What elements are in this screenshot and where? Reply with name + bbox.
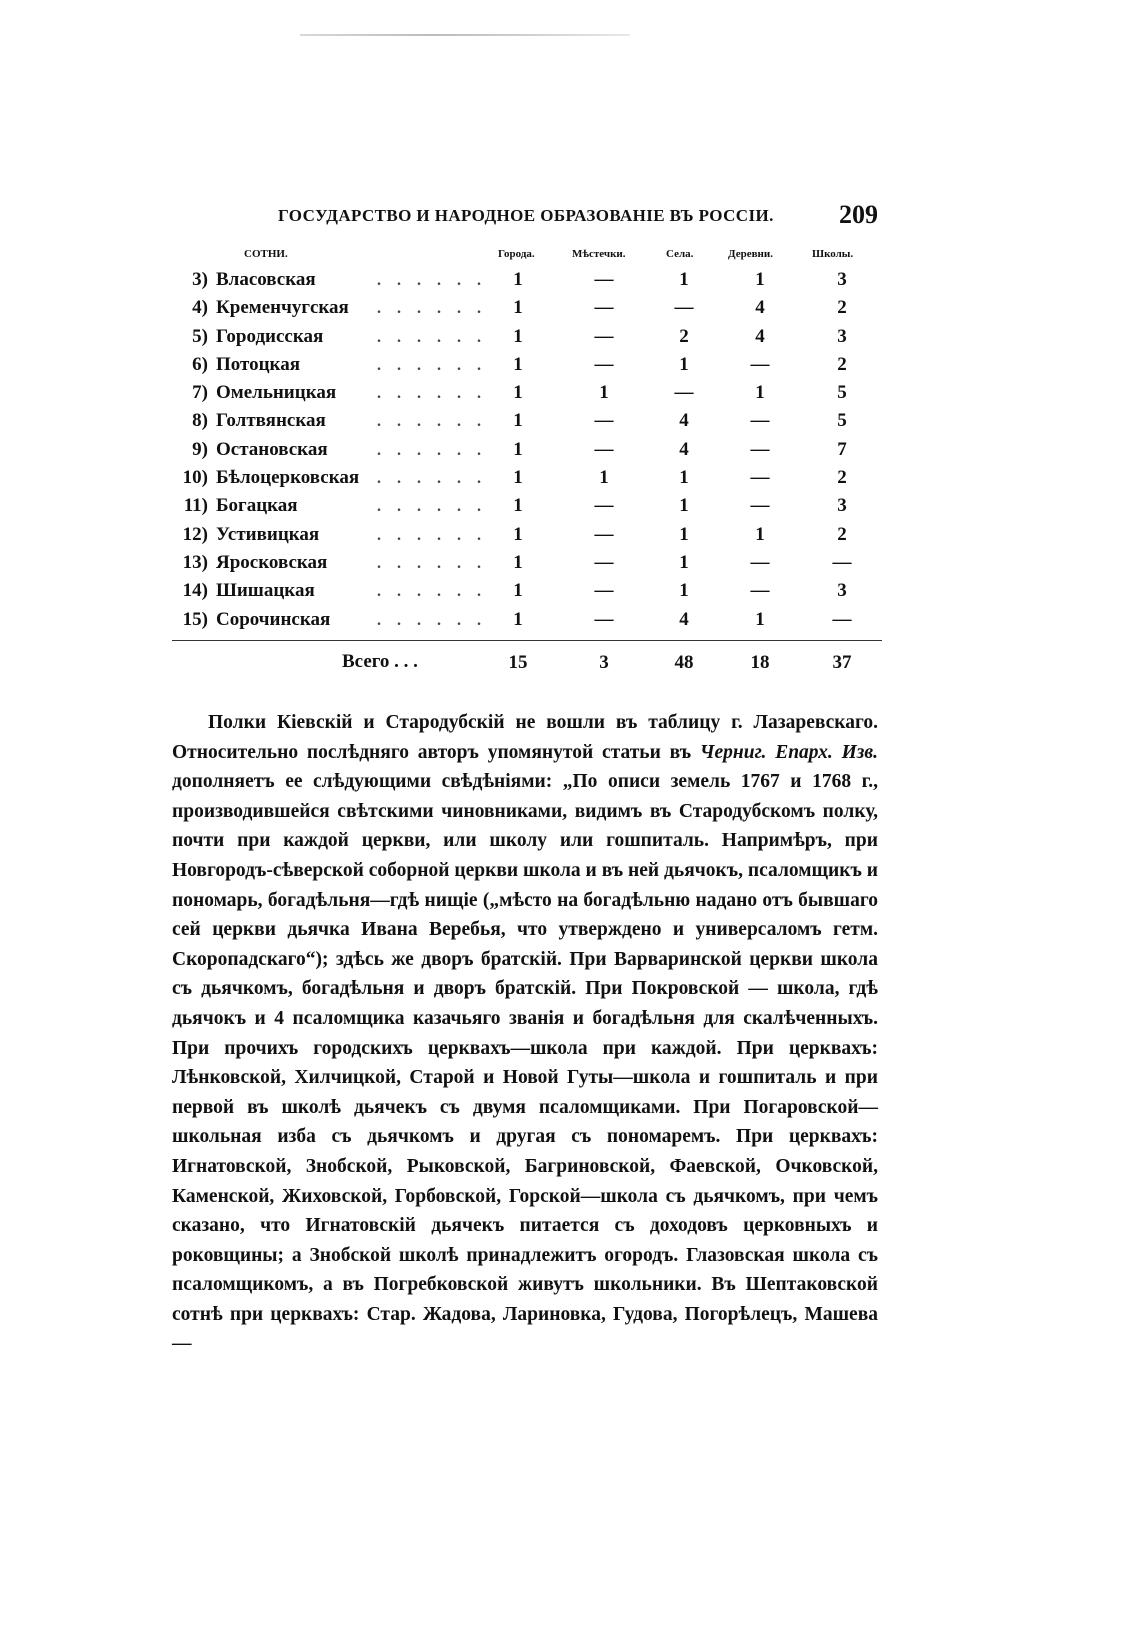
row-number: 8)	[192, 410, 208, 432]
paragraph-rest: дополняетъ ее слѣдующими свѣдѣніями: „По описи земель 1767 и 1768 г., производившейся свѣтскими чиновниками, видимъ въ Стародубскомъ полку, почти при каждой церкви, или школу или гошпиталь. Напримѣръ, при Новгородъ-сѣверской соборной церкви школа и въ ней дьячокъ, псаломщикъ и пономарь, богадѣльня—гдѣ нищіе („мѣсто на богадѣльню надано отъ бывшаго сей церкви дьячка Ивана Веребья, что утверждено и универсаломъ гетм. Скоропадскаго“); здѣсь же дворъ братскій. При Варваринской церкви школа съ дьячкомъ, богадѣльня и дворъ братскій. При Покровской — школа, гдѣ дьячокъ и 4 псаломщика казачьяго званія и богадѣльня для скалѣченныхъ. При прочихъ городскихъ церквахъ—школа при каждой. При церквахъ: Лѣнковской, Хилчицкой, Старой и Новой Гуты—школа и гошпиталь и при первой въ школѣ дьячекъ съ двумя псаломщиками. При Погаровской—школьная изба съ дьячкомъ и другая съ пономаремъ. При церквахъ: Игнатовской, Знобской, Рыковской, Багриновской, Фаевской, Очковской, Каменской, Жиховской, Горбовской, Горской—школа съ дьячкомъ, при чемъ сказано, что Игнатовскій дьячекъ питается съ доходовъ церковныхъ и роковщины; а Знобской школѣ принадлежитъ огородъ. Глазовская школа съ псаломщикомъ, а въ Погребковской живутъ школьники. Въ Шептаковской сотнѣ при церквахъ: Стар. Жадова, Лариновка, Гудова, Погорѣлецъ, Машева —	[172, 771, 878, 1355]
sotnia-name: Сорочинская	[216, 608, 331, 630]
cell-goroda: 1	[513, 410, 523, 432]
total-label: Всего . . .	[342, 651, 418, 673]
cell-mestechki: —	[594, 410, 614, 432]
cell-mestechki: —	[594, 269, 614, 290]
table-row	[172, 409, 882, 437]
cell-derevni: 4	[755, 325, 765, 347]
leader-dots: . . . . . .	[377, 300, 487, 318]
header-mestechki: Мѣстечки.	[572, 248, 626, 260]
cell-derevni: 1	[755, 608, 765, 630]
cell-sela: 4	[679, 410, 689, 432]
sotnia-name: Устивицкая	[216, 523, 320, 545]
sotnia-name: Власовская	[216, 269, 316, 290]
cell-sela: 1	[679, 495, 689, 517]
row-number: 4)	[192, 297, 208, 319]
cell-shkoly: 5	[837, 382, 847, 404]
cell-shkoly: 3	[837, 495, 847, 517]
cell-derevni: —	[750, 580, 770, 602]
cell-shkoly: 2	[837, 467, 847, 489]
cell-derevni: 4	[755, 297, 765, 319]
total-row	[172, 651, 882, 681]
leader-dots: . . . . . .	[377, 328, 487, 346]
row-number: 15)	[182, 608, 208, 630]
table-row	[172, 296, 882, 324]
sotnia-name: Бѣлоцерковская	[216, 467, 360, 489]
total-shkoly: 37	[832, 652, 852, 674]
total-mestechki: 3	[599, 652, 609, 674]
cell-mestechki: —	[594, 523, 614, 545]
row-number: 5)	[192, 325, 208, 347]
leader-dots: . . . . . .	[377, 526, 487, 544]
cell-sela: 2	[679, 325, 689, 347]
cell-shkoly: 2	[837, 353, 847, 375]
cell-goroda: 1	[513, 382, 523, 404]
sotnia-name: Богацкая	[216, 495, 298, 517]
row-number: 6)	[192, 353, 208, 375]
cell-derevni: —	[750, 467, 770, 489]
cell-goroda: 1	[513, 495, 523, 517]
cell-goroda: 1	[513, 608, 523, 630]
leader-dots: . . . . . .	[377, 356, 487, 374]
cell-goroda: 1	[513, 467, 523, 489]
cell-derevni: —	[750, 353, 770, 375]
total-sela: 48	[674, 652, 694, 674]
cell-mestechki: 1	[599, 382, 609, 404]
cell-shkoly: —	[832, 608, 852, 630]
cell-goroda: 1	[513, 297, 523, 319]
cell-derevni: 1	[755, 523, 765, 545]
row-number: 12)	[182, 523, 208, 545]
running-head	[278, 200, 878, 230]
paragraph	[172, 708, 878, 1359]
table-body	[172, 268, 882, 636]
cell-shkoly: 2	[837, 297, 847, 319]
cell-mestechki: —	[594, 353, 614, 375]
header-derevni: Деревни.	[728, 248, 773, 260]
sotnia-name: Яросковская	[216, 551, 328, 573]
leader-dots: . . . . . .	[377, 441, 487, 459]
table-row	[172, 523, 882, 551]
cell-derevni: —	[750, 438, 770, 460]
cell-sela: —	[674, 382, 694, 404]
cell-shkoly: 3	[837, 325, 847, 347]
sotnia-name: Кременчугская	[216, 297, 349, 319]
header-goroda: Города.	[498, 248, 535, 260]
sotnia-name: Потоцкая	[216, 353, 300, 375]
total-derevni: 18	[750, 652, 770, 674]
row-number: 14)	[182, 580, 208, 602]
header-sotni: СОТНИ.	[244, 248, 288, 260]
cell-goroda: 1	[513, 580, 523, 602]
cell-mestechki: —	[594, 608, 614, 630]
cell-sela: —	[674, 297, 694, 319]
cell-mestechki: —	[594, 580, 614, 602]
leader-dots: . . . . . .	[377, 413, 487, 431]
cell-shkoly: 2	[837, 523, 847, 545]
total-goroda: 15	[508, 652, 528, 674]
cell-sela: 1	[679, 353, 689, 375]
header-sela: Села.	[666, 248, 694, 260]
row-number: 13)	[182, 551, 208, 573]
table-row	[172, 325, 882, 353]
cell-mestechki: 1	[599, 467, 609, 489]
cell-derevni: 1	[755, 269, 765, 290]
cell-mestechki: —	[594, 297, 614, 319]
row-number: 11)	[183, 495, 208, 517]
row-number: 7)	[192, 382, 208, 404]
cell-derevni: —	[750, 410, 770, 432]
cell-sela: 1	[679, 551, 689, 573]
cell-mestechki: —	[594, 551, 614, 573]
running-title: ГОСУДАРСТВО И НАРОДНОЕ ОБРАЗОВАНІЕ ВЪ РОССІИ.	[278, 206, 774, 225]
cell-shkoly: 3	[837, 580, 847, 602]
cell-goroda: 1	[513, 438, 523, 460]
sotnia-name: Городисская	[216, 325, 324, 347]
cell-mestechki: —	[594, 438, 614, 460]
table-row	[172, 608, 882, 636]
table-row	[172, 268, 882, 296]
cell-shkoly: 5	[837, 410, 847, 432]
journal-citation: Черниг. Епарх. Изв.	[699, 741, 878, 763]
table-row	[172, 353, 882, 381]
statistics-table	[172, 248, 882, 681]
table-rule	[172, 640, 882, 642]
cell-sela: 4	[679, 608, 689, 630]
body-text	[172, 708, 878, 1359]
cell-derevni: —	[750, 551, 770, 573]
table-row	[172, 438, 882, 466]
cell-sela: 4	[679, 438, 689, 460]
cell-goroda: 1	[513, 269, 523, 290]
leader-dots: . . . . . .	[377, 470, 487, 488]
paragraph-start: Полки Кіевскій и Стародубскій не вошли въ таблицу г. Лазаревскаго. Относительно послѣдняго авторъ упомянутой статьи въ	[172, 712, 878, 763]
leader-dots: . . . . . .	[377, 498, 487, 516]
table-row	[172, 494, 882, 522]
leader-dots: . . . . . .	[377, 583, 487, 601]
cell-shkoly: 7	[837, 438, 847, 460]
cell-derevni: 1	[755, 382, 765, 404]
sotnia-name: Шишацкая	[216, 580, 315, 602]
table-row	[172, 551, 882, 579]
row-number: 9)	[192, 438, 208, 460]
cell-mestechki: —	[594, 495, 614, 517]
sotnia-name: Омельницкая	[216, 382, 337, 404]
leader-dots: . . . . . .	[377, 554, 487, 572]
top-edge-rule	[300, 34, 630, 36]
table-header	[172, 248, 882, 268]
page-number: 209	[839, 200, 878, 229]
cell-goroda: 1	[513, 523, 523, 545]
cell-sela: 1	[679, 580, 689, 602]
table-row	[172, 579, 882, 607]
cell-sela: 1	[679, 467, 689, 489]
row-number: 10)	[182, 467, 208, 489]
cell-mestechki: —	[594, 325, 614, 347]
row-number: 3)	[192, 269, 208, 290]
leader-dots: . . . . . .	[377, 385, 487, 403]
header-shkoly: Школы.	[812, 248, 854, 260]
cell-goroda: 1	[513, 325, 523, 347]
table-row	[172, 381, 882, 409]
cell-derevni: —	[750, 495, 770, 517]
sotnia-name: Голтвянская	[216, 410, 326, 432]
cell-goroda: 1	[513, 551, 523, 573]
leader-dots: . . . . . .	[377, 272, 487, 289]
leader-dots: . . . . . .	[377, 611, 487, 629]
cell-shkoly: —	[832, 551, 852, 573]
sotnia-name: Остановская	[216, 438, 328, 460]
cell-shkoly: 3	[837, 269, 847, 290]
cell-goroda: 1	[513, 353, 523, 375]
cell-sela: 1	[679, 523, 689, 545]
table-row	[172, 466, 882, 494]
cell-sela: 1	[679, 269, 689, 290]
